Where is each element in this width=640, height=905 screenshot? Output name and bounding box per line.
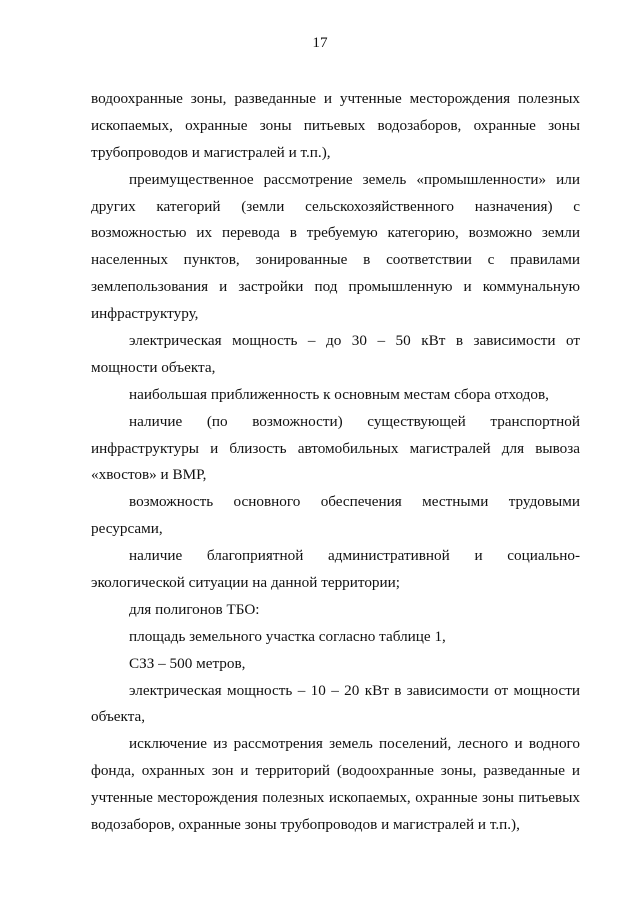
text-line: исключение из рассмотрения земель поселений, лесного и водного	[129, 735, 580, 753]
text-line: СЗЗ – 500 метров,	[129, 654, 246, 672]
text-line: учтенные месторождения полезных ископаемых, охранные зоны питьевых	[91, 789, 580, 807]
text-line: мощности объекта,	[91, 358, 216, 376]
text-line: наибольшая приближенность к основным местам сбора отходов,	[129, 385, 549, 403]
text-line: инфраструктуру,	[91, 305, 199, 323]
text-line: площадь земельного участка согласно таблице 1,	[129, 627, 446, 645]
text-line: ресурсами,	[91, 520, 163, 538]
text-line: фонда, охранных зон и территорий (водоохранные зоны, разведанные и	[91, 762, 580, 780]
text-line: землепользования и застройки под промышленную и коммунальную	[91, 278, 580, 296]
document-body	[91, 86, 580, 839]
text-line: наличие (по возможности) существующей транспортной	[129, 412, 580, 430]
text-line: возможностью их перевода в требуемую категорию, возможно земли	[91, 224, 580, 242]
text-line: водоохранные зоны, разведанные и учтенные месторождения полезных	[91, 90, 580, 107]
text-line: других категорий (земли сельскохозяйственного назначения) с	[91, 197, 580, 215]
text-line: объекта,	[91, 708, 146, 726]
text-line: трубопроводов и магистралей и т.п.),	[91, 143, 331, 161]
text-line: водозаборов, охранные зоны трубопроводов и магистралей и т.п.),	[91, 816, 520, 834]
text-line: для полигонов ТБО:	[129, 600, 260, 618]
text-line: электрическая мощность – 10 – 20 кВт в зависимости от мощности	[129, 681, 580, 699]
text-line: ископаемых, охранные зоны питьевых водозаборов, охранные зоны	[91, 116, 580, 134]
text-line: инфраструктуры и близость автомобильных магистралей для вывоза	[91, 439, 580, 457]
text-line: наличие благоприятной административной и социально-	[129, 547, 580, 565]
text-line: «хвостов» и ВМР,	[91, 466, 207, 484]
text-line: экологической ситуации на данной территории;	[91, 574, 400, 592]
page-number: 17	[312, 34, 328, 51]
text-line: возможность основного обеспечения местными трудовыми	[129, 493, 580, 511]
text-line: преимущественное рассмотрение земель «промышленности» или	[129, 170, 580, 188]
text-line: населенных пунктов, зонированные в соответствии с правилами	[91, 251, 580, 269]
text-line: электрическая мощность – до 30 – 50 кВт в зависимости от	[129, 332, 580, 350]
